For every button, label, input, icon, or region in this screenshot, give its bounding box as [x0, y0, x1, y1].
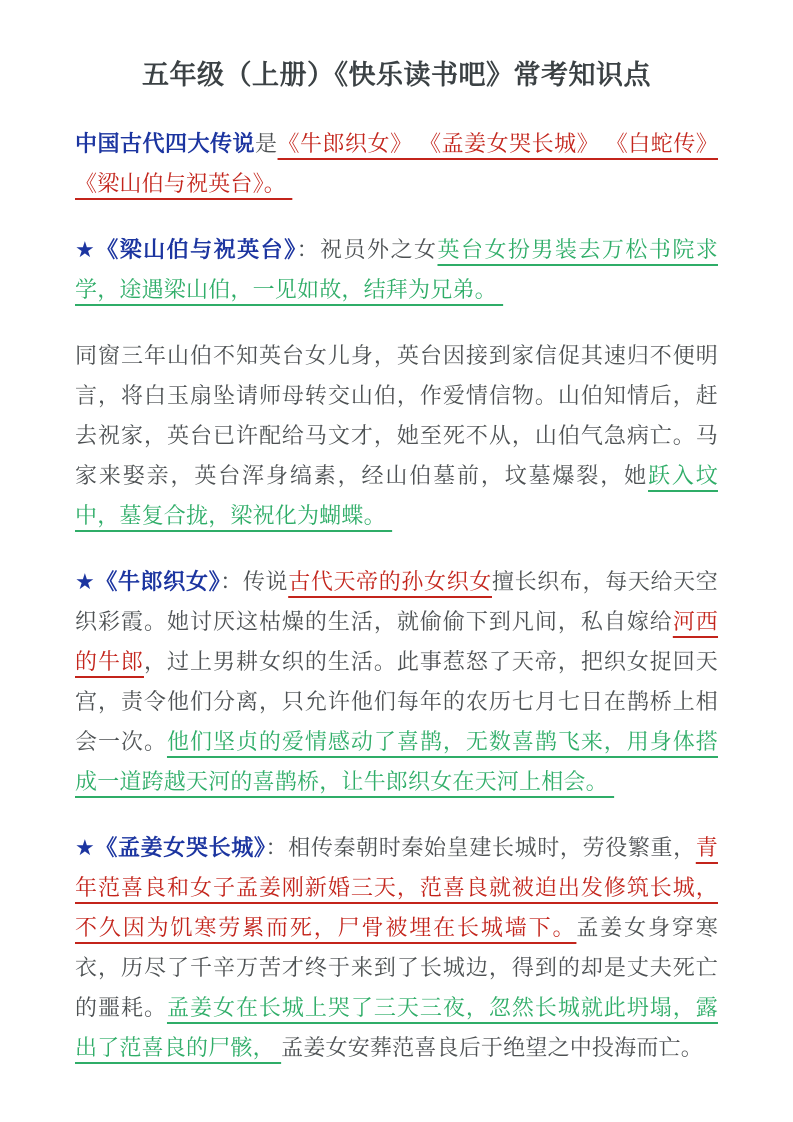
- text-segment-green-underline: 他们坚贞的爱情感动了喜鹊，无数喜鹊飞来，用身体搭成一道跨越天河的喜鹊桥，让牛郎织女在天河上相会。: [75, 729, 718, 794]
- text-segment-blue: 《牛郎织女》: [95, 569, 221, 594]
- text-segment-red-underline: 河西的牛郎: [75, 609, 719, 674]
- text-segment-body: 孟姜女安葬范喜良后于绝望之中投海而亡。: [281, 1035, 703, 1060]
- page-title: 五年级（上册）《快乐读书吧》常考知识点: [142, 60, 651, 90]
- text-segment-body: ：祝员外之女: [296, 237, 438, 262]
- text-segment-blue: 中国古代四大传说: [75, 131, 256, 156]
- text-segment-blue: 《梁山伯与祝英台》: [96, 237, 297, 262]
- text-segment-body: ：传说: [220, 569, 289, 594]
- star-icon: ★: [75, 569, 96, 594]
- text-segment-body: ：相传秦朝时秦始皇建长城时，劳役繁重，: [265, 835, 696, 860]
- star-icon: ★: [75, 835, 96, 860]
- paragraph: [75, 336, 718, 536]
- paragraph: [75, 230, 718, 310]
- text-segment-red-underline: 青年范喜良和女子孟姜刚新婚三天，范喜良就被迫出发修筑长城，不久因为饥寒劳累而死，尸骨被埋在长城墙下。: [75, 835, 718, 940]
- text-segment-red-underline: 古代天帝的孙女织女: [288, 569, 492, 594]
- text-segment-red-underline: 《牛郎织女》 《孟姜女哭长城》 《白蛇传》《梁山伯与祝英台》。: [75, 131, 718, 196]
- text-segment-green-underline: 孟姜女在长城上哭了三天三夜，忽然长城就此坍塌，露出了范喜良的尸骸，: [75, 995, 718, 1060]
- text-segment-blue: 《孟姜女哭长城》: [95, 835, 266, 860]
- text-segment-body: 同窗三年山伯不知英台女儿身，英台因接到家信促其速归不便明言，将白玉扇坠请师母转交山伯，作爱情信物。山伯知情后，赶去祝家，英台已许配给马文才，她至死不从，山伯气急病亡。马家来娶亲，英台浑身缟素，经山伯墓前，坟墓爆裂，她: [75, 343, 718, 488]
- text-segment-body: 擅长织布，每天给天空织彩霞。她讨厌这枯燥的生活，就偷偷下到凡间，私自嫁给: [75, 569, 718, 634]
- text-segment-body: 孟姜女身穿寒衣，历尽了千辛万苦才终于来到了长城边，得到的却是丈夫死亡的噩耗。: [75, 915, 719, 1020]
- paragraph: [75, 828, 718, 1068]
- text-segment-body: ，过上男耕女织的生活。此事惹怒了天帝，把织女捉回天宫，责令他们分离，只允许他们每年的农历七月七日在鹊桥上相会一次。: [75, 649, 718, 754]
- star-icon: ★: [75, 237, 97, 262]
- paragraph: [75, 562, 718, 802]
- text-segment-body: 是: [255, 131, 278, 156]
- text-segment-green-underline: 跃入坟中，墓复合拢，梁祝化为蝴蝶。: [75, 463, 718, 528]
- text-segment-green-underline: 英台女扮男装去万松书院求学，途遇梁山伯，一见如故，结拜为兄弟。: [75, 237, 718, 302]
- paragraph: [75, 124, 718, 204]
- content: [75, 124, 718, 1068]
